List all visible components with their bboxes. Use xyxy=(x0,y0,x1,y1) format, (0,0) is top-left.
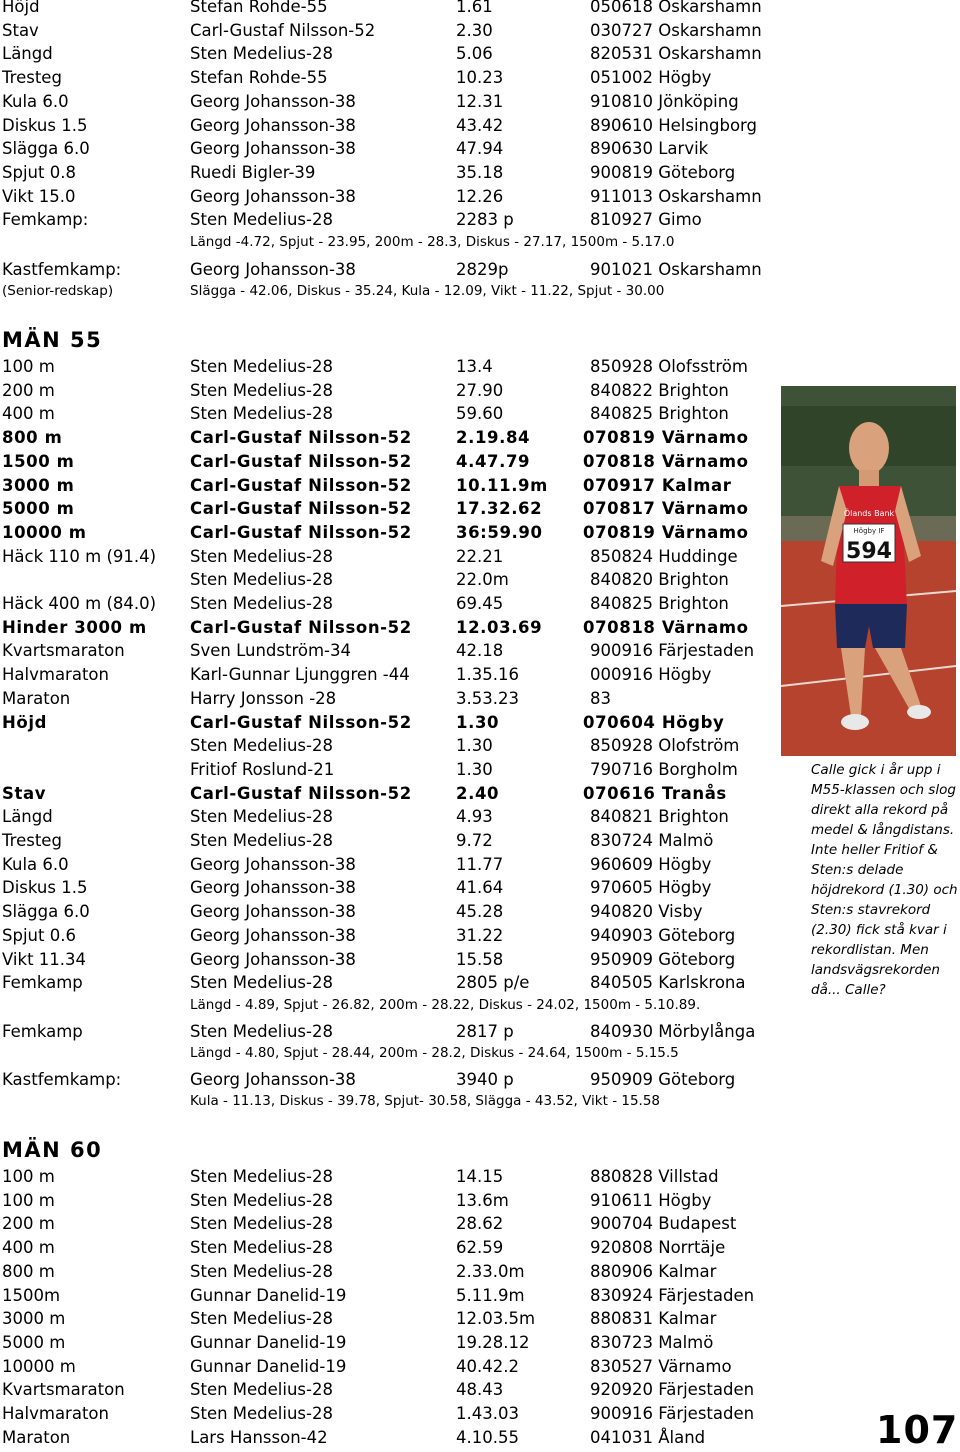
result: 62.59 xyxy=(456,1238,504,1258)
event: 10000 m xyxy=(2,522,87,542)
result: 1.30 xyxy=(456,736,493,756)
record-row xyxy=(0,0,780,19)
top-femkamp-detail: Längd -4.72, Spjut - 23.95, 200m - 28.3, Diskus - 27.17, 1500m - 5.17.0 xyxy=(190,234,675,250)
athlete: Carl-Gustaf Nilsson-52 xyxy=(190,617,412,637)
athlete: Sten Medelius-28 xyxy=(190,1167,333,1186)
record-row xyxy=(0,66,780,90)
man55-femkamp2-row xyxy=(0,1020,780,1044)
athlete: Carl-Gustaf Nilsson-52 xyxy=(190,20,376,40)
result: 69.45 xyxy=(456,594,504,613)
record-row xyxy=(0,1260,780,1284)
result: 27.90 xyxy=(456,380,504,400)
event: Halvmaraton xyxy=(2,665,109,685)
date-place: 900916 Färjestaden xyxy=(590,641,755,661)
event: Längd xyxy=(2,807,53,827)
result: 1.30 xyxy=(456,759,493,779)
record-row xyxy=(0,782,780,806)
record-row xyxy=(0,1212,780,1236)
result: 5.06 xyxy=(456,44,493,64)
event: Maraton xyxy=(2,688,71,708)
date-place: 900819 Göteborg xyxy=(590,162,736,182)
event: 3000 m xyxy=(2,475,75,495)
date-place: 960609 Högby xyxy=(590,854,712,874)
record-row xyxy=(0,1284,780,1308)
event: 400 m xyxy=(2,404,55,424)
athlete: Carl-Gustaf Nilsson-52 xyxy=(190,522,412,542)
date-place: 950909 Göteborg xyxy=(590,1070,736,1089)
athlete: Sten Medelius-28 xyxy=(190,1238,333,1258)
record-row xyxy=(0,1355,780,1379)
record-row xyxy=(0,42,780,66)
event: Kastfemkamp: xyxy=(2,1070,122,1089)
result: 13.6m xyxy=(456,1190,509,1210)
athlete: Sten Medelius-28 xyxy=(190,1214,333,1234)
record-row xyxy=(0,1165,780,1189)
record-row xyxy=(0,734,780,758)
athlete: Sten Medelius-28 xyxy=(190,594,333,613)
result: 14.15 xyxy=(456,1167,504,1186)
event: 800 m xyxy=(2,428,63,448)
result: 22.0m xyxy=(456,570,509,590)
result: 19.28.12 xyxy=(456,1332,530,1352)
event: Höjd xyxy=(2,0,40,16)
date-place: 070819 Värnamo xyxy=(583,522,749,542)
athlete: Sten Medelius-28 xyxy=(190,1190,333,1210)
date-place: 940820 Visby xyxy=(590,902,703,922)
result: 4.47.79 xyxy=(456,451,531,471)
record-row xyxy=(0,185,780,209)
record-row xyxy=(0,1331,780,1355)
record-row xyxy=(0,90,780,114)
record-row xyxy=(0,616,780,640)
event: Stav xyxy=(2,20,39,40)
record-row xyxy=(0,474,780,498)
record-row xyxy=(0,379,780,403)
result: 2817 p xyxy=(456,1022,514,1041)
result: 3.53.23 xyxy=(456,688,519,708)
result: 47.94 xyxy=(456,139,504,159)
athlete: Sten Medelius-28 xyxy=(190,1022,333,1041)
date-place: 850824 Huddinge xyxy=(590,546,738,566)
athlete: Carl-Gustaf Nilsson-52 xyxy=(190,783,412,803)
result: 4.93 xyxy=(456,807,493,827)
record-row xyxy=(0,1426,780,1450)
result: 41.64 xyxy=(456,878,504,898)
athlete: Fritiof Roslund-21 xyxy=(190,759,335,779)
date-place: 890630 Larvik xyxy=(590,139,709,159)
event: Spjut 0.6 xyxy=(2,925,76,945)
date-place: 910611 Högby xyxy=(590,1190,712,1210)
record-row xyxy=(0,876,780,900)
athlete: Sten Medelius-28 xyxy=(190,1380,333,1400)
result: 10.23 xyxy=(456,68,504,88)
result: 12.03.69 xyxy=(456,617,543,637)
runner-illustration xyxy=(781,386,956,756)
result: 31.22 xyxy=(456,925,504,945)
event: Spjut 0.8 xyxy=(2,162,76,182)
date-place: 950909 Göteborg xyxy=(590,949,736,969)
event: 100 m xyxy=(2,1190,55,1210)
date-place: 970605 Högby xyxy=(590,878,712,898)
date-place: 850928 Olofström xyxy=(590,736,740,756)
athlete: Georg Johansson-38 xyxy=(190,260,356,279)
athlete: Sten Medelius-28 xyxy=(190,44,333,64)
record-row xyxy=(0,592,780,616)
result: 45.28 xyxy=(456,902,504,922)
date-place: 830723 Malmö xyxy=(590,1332,714,1352)
result: 43.42 xyxy=(456,115,504,135)
date-place: 000916 Högby xyxy=(590,665,712,685)
record-row xyxy=(0,711,780,735)
result: 2805 p/e xyxy=(456,973,530,993)
athlete: Sten Medelius-28 xyxy=(190,210,333,230)
date-place: 840821 Brighton xyxy=(590,807,729,827)
date-place: 050618 Oskarshamn xyxy=(590,0,762,16)
event: Diskus 1.5 xyxy=(2,115,88,135)
date-place: 940903 Göteborg xyxy=(590,925,736,945)
result: 3940 p xyxy=(456,1070,514,1089)
event: Vikt 15.0 xyxy=(2,186,76,206)
athlete: Gunnar Danelid-19 xyxy=(190,1285,347,1305)
date-place: 900704 Budapest xyxy=(590,1214,737,1234)
date-place: 840825 Brighton xyxy=(590,404,729,424)
date-place: 830527 Värnamo xyxy=(590,1356,732,1376)
athlete: Stefan Rohde-55 xyxy=(190,68,328,88)
event: 5000 m xyxy=(2,499,75,519)
record-row xyxy=(0,853,780,877)
date-place: 070917 Kalmar xyxy=(583,475,732,495)
record-row xyxy=(0,924,780,948)
athlete: Carl-Gustaf Nilsson-52 xyxy=(190,428,412,448)
result: 36:59.90 xyxy=(456,522,543,542)
date-place: 880906 Kalmar xyxy=(590,1261,717,1281)
event: Häck 400 m (84.0) xyxy=(2,594,157,613)
photo-caption: Calle gick i år upp i M55-klassen och slog direkt alla rekord på medel & långdistans. Inte heller Fritiof & Sten:s delade höjdrekord (1.30) och Sten:s stavrekord (2.30) fick stå kvar i rekordlistan. Men landsvägsrekorden då... Calle? xyxy=(811,762,958,998)
record-row xyxy=(0,402,780,426)
man60-heading: MÄN 60 xyxy=(2,1138,103,1162)
date-place: 070616 Tranås xyxy=(583,783,727,803)
result: 2283 p xyxy=(456,210,514,230)
date-place: 830724 Malmö xyxy=(590,831,714,850)
top-kastfemkamp-row xyxy=(0,258,780,282)
athlete: Sten Medelius-28 xyxy=(190,1261,333,1281)
result: 12.03.5m xyxy=(456,1309,536,1329)
record-row xyxy=(0,426,780,450)
result: 4.10.55 xyxy=(456,1427,519,1447)
record-row xyxy=(0,1189,780,1213)
result: 13.4 xyxy=(456,357,493,376)
date-place: 030727 Oskarshamn xyxy=(590,20,762,40)
bib-label: Högby IF xyxy=(853,527,885,535)
event: Halvmaraton xyxy=(2,1404,109,1423)
result: 1.43.03 xyxy=(456,1404,519,1423)
event: Kastfemkamp: xyxy=(2,260,122,279)
athlete: Georg Johansson-38 xyxy=(190,139,356,159)
athlete: Georg Johansson-38 xyxy=(190,925,356,945)
record-row xyxy=(0,545,780,569)
athlete: Georg Johansson-38 xyxy=(190,949,356,969)
event: Tresteg xyxy=(2,68,62,88)
event: Kvartsmaraton xyxy=(2,641,125,661)
athlete: Carl-Gustaf Nilsson-52 xyxy=(190,499,412,519)
date-place: 890610 Helsingborg xyxy=(590,115,758,135)
date-place: 83 xyxy=(590,688,611,708)
athlete: Ruedi Bigler-39 xyxy=(190,162,316,182)
date-place: 840505 Karlskrona xyxy=(590,973,746,993)
man55-femkamp2-detail: Längd - 4.80, Spjut - 28.44, 200m - 28.2, Diskus - 24.64, 1500m - 5.15.5 xyxy=(190,1045,679,1061)
event: 200 m xyxy=(2,380,55,400)
result: 35.18 xyxy=(456,162,504,182)
date-place: 920808 Norrtäje xyxy=(590,1238,726,1258)
result: 59.60 xyxy=(456,404,504,424)
top-kastfemkamp-detail: Slägga - 42.06, Diskus - 35.24, Kula - 12.09, Vikt - 11.22, Spjut - 30.00 xyxy=(190,283,665,299)
event: Längd xyxy=(2,44,53,64)
athlete: Stefan Rohde-55 xyxy=(190,0,328,16)
event: Vikt 11.34 xyxy=(2,949,87,969)
record-row xyxy=(0,161,780,185)
event: Femkamp: xyxy=(2,210,89,230)
record-row xyxy=(0,568,780,592)
record-row xyxy=(0,208,780,232)
date-place: 070604 Högby xyxy=(583,712,725,732)
date-place: 041031 Åland xyxy=(590,1427,706,1447)
athlete: Carl-Gustaf Nilsson-52 xyxy=(190,475,412,495)
record-row xyxy=(0,1236,780,1260)
date-place: 051002 Högby xyxy=(590,68,712,88)
event: Hinder 3000 m xyxy=(2,617,147,637)
date-place: 830924 Färjestaden xyxy=(590,1285,755,1305)
date-place: 810927 Gimo xyxy=(590,210,702,230)
athlete: Sten Medelius-28 xyxy=(190,807,333,827)
record-row xyxy=(0,687,780,711)
event: 800 m xyxy=(2,1261,55,1281)
result: 28.62 xyxy=(456,1214,504,1234)
athlete: Sten Medelius-28 xyxy=(190,380,333,400)
athlete: Sven Lundström-34 xyxy=(190,641,351,661)
athlete: Gunnar Danelid-19 xyxy=(190,1332,347,1352)
result: 48.43 xyxy=(456,1380,504,1400)
shirt-sponsor-text: Ölands Bank xyxy=(843,509,895,518)
event: Maraton xyxy=(2,1427,71,1447)
result: 1.61 xyxy=(456,0,493,16)
date-place: 911013 Oskarshamn xyxy=(590,186,762,206)
athlete: Carl-Gustaf Nilsson-52 xyxy=(190,451,412,471)
record-row xyxy=(0,758,780,782)
athlete: Sten Medelius-28 xyxy=(190,973,333,993)
event: Slägga 6.0 xyxy=(2,902,90,922)
date-place: 070819 Värnamo xyxy=(583,428,749,448)
date-place: 070817 Värnamo xyxy=(583,499,749,519)
result: 17.32.62 xyxy=(456,499,543,519)
result: 5.11.9m xyxy=(456,1285,525,1305)
athlete: Georg Johansson-38 xyxy=(190,91,356,111)
runner-photo xyxy=(781,386,956,756)
date-place: 920920 Färjestaden xyxy=(590,1380,755,1400)
date-place: 880831 Kalmar xyxy=(590,1309,717,1329)
record-row xyxy=(0,19,780,43)
man55-femkamp1-detail: Längd - 4.89, Spjut - 26.82, 200m - 28.22, Diskus - 24.02, 1500m - 5.10.89. xyxy=(190,997,701,1013)
event: Tresteg xyxy=(2,831,62,850)
record-row xyxy=(0,1378,780,1402)
record-row xyxy=(0,450,780,474)
event: Häck 110 m (91.4) xyxy=(2,546,157,566)
record-row xyxy=(0,663,780,687)
date-place: 880828 Villstad xyxy=(590,1167,719,1186)
date-place: 840822 Brighton xyxy=(590,380,729,400)
event: 200 m xyxy=(2,1214,55,1234)
result: 42.18 xyxy=(456,641,504,661)
athlete: Sten Medelius-28 xyxy=(190,1404,333,1423)
event: Kula 6.0 xyxy=(2,91,69,111)
result: 12.26 xyxy=(456,186,504,206)
record-row xyxy=(0,971,780,995)
athlete: Georg Johansson-38 xyxy=(190,186,356,206)
event: Femkamp xyxy=(2,973,83,993)
result: 2829p xyxy=(456,260,509,279)
date-place: 840820 Brighton xyxy=(590,570,729,590)
date-place: 070818 Värnamo xyxy=(583,451,749,471)
date-place: 840825 Brighton xyxy=(590,594,729,613)
event: 100 m xyxy=(2,1167,55,1186)
record-row xyxy=(0,355,780,379)
senior-equipment-note: (Senior-redskap) xyxy=(2,283,114,299)
event: Diskus 1.5 xyxy=(2,878,88,898)
man55-kastfemkamp-detail: Kula - 11.13, Diskus - 39.78, Spjut- 30.58, Slägga - 43.52, Vikt - 15.58 xyxy=(190,1093,661,1109)
athlete: Sten Medelius-28 xyxy=(190,404,333,424)
date-place: 901021 Oskarshamn xyxy=(590,260,762,279)
event: 100 m xyxy=(2,357,55,376)
result: 2.19.84 xyxy=(456,428,531,448)
man55-heading: MÄN 55 xyxy=(2,328,103,352)
result: 15.58 xyxy=(456,949,504,969)
result: 40.42.2 xyxy=(456,1356,519,1376)
date-place: 850928 Olofsström xyxy=(590,357,748,376)
event: 400 m xyxy=(2,1238,55,1258)
record-row xyxy=(0,900,780,924)
result: 2.30 xyxy=(456,20,493,40)
bib-number: 594 xyxy=(846,539,892,564)
athlete: Sten Medelius-28 xyxy=(190,1309,333,1329)
athlete: Sten Medelius-28 xyxy=(190,736,333,756)
event: 1500 m xyxy=(2,451,75,471)
record-row xyxy=(0,1402,780,1426)
result: 1.35.16 xyxy=(456,665,519,685)
record-row xyxy=(0,805,780,829)
event: 5000 m xyxy=(2,1332,66,1352)
record-row xyxy=(0,1307,780,1331)
event: Kula 6.0 xyxy=(2,854,69,874)
athlete: Lars Hansson-42 xyxy=(190,1427,328,1447)
event: 3000 m xyxy=(2,1309,66,1329)
record-row xyxy=(0,137,780,161)
date-place: 820531 Oskarshamn xyxy=(590,44,762,64)
event: Kvartsmaraton xyxy=(2,1380,125,1400)
event: Slägga 6.0 xyxy=(2,139,90,159)
athlete: Sten Medelius-28 xyxy=(190,570,333,590)
athlete: Harry Jonsson -28 xyxy=(190,688,337,708)
result: 2.33.0m xyxy=(456,1261,525,1281)
date-place: 900916 Färjestaden xyxy=(590,1404,755,1423)
date-place: 070818 Värnamo xyxy=(583,617,749,637)
record-row xyxy=(0,639,780,663)
athlete: Georg Johansson-38 xyxy=(190,878,356,898)
result: 11.77 xyxy=(456,854,504,874)
date-place: 790716 Borgholm xyxy=(590,759,738,779)
page-number: 107 xyxy=(876,1408,959,1452)
athlete: Carl-Gustaf Nilsson-52 xyxy=(190,712,412,732)
athlete: Georg Johansson-38 xyxy=(190,115,356,135)
athlete: Karl-Gunnar Ljunggren -44 xyxy=(190,665,410,685)
athlete: Georg Johansson-38 xyxy=(190,854,356,874)
record-row xyxy=(0,497,780,521)
result: 9.72 xyxy=(456,831,493,850)
record-row xyxy=(0,521,780,545)
result: 2.40 xyxy=(456,783,500,803)
athlete: Sten Medelius-28 xyxy=(190,357,333,376)
result: 22.21 xyxy=(456,546,504,566)
result: 12.31 xyxy=(456,91,504,111)
record-row xyxy=(0,948,780,972)
date-place: 840930 Mörbylånga xyxy=(590,1022,756,1041)
event: 10000 m xyxy=(2,1356,76,1376)
event: Stav xyxy=(2,783,47,803)
record-row xyxy=(0,829,780,853)
athlete: Sten Medelius-28 xyxy=(190,831,333,850)
athlete: Georg Johansson-38 xyxy=(190,902,356,922)
event: Femkamp xyxy=(2,1022,83,1041)
athlete: Sten Medelius-28 xyxy=(190,546,333,566)
event: 1500m xyxy=(2,1285,61,1305)
record-row xyxy=(0,114,780,138)
result: 1.30 xyxy=(456,712,500,732)
result: 10.11.9m xyxy=(456,475,548,495)
athlete: Gunnar Danelid-19 xyxy=(190,1356,347,1376)
date-place: 910810 Jönköping xyxy=(590,91,739,111)
man55-kastfemkamp-row xyxy=(0,1068,780,1092)
athlete: Georg Johansson-38 xyxy=(190,1070,356,1089)
event: Höjd xyxy=(2,712,48,732)
